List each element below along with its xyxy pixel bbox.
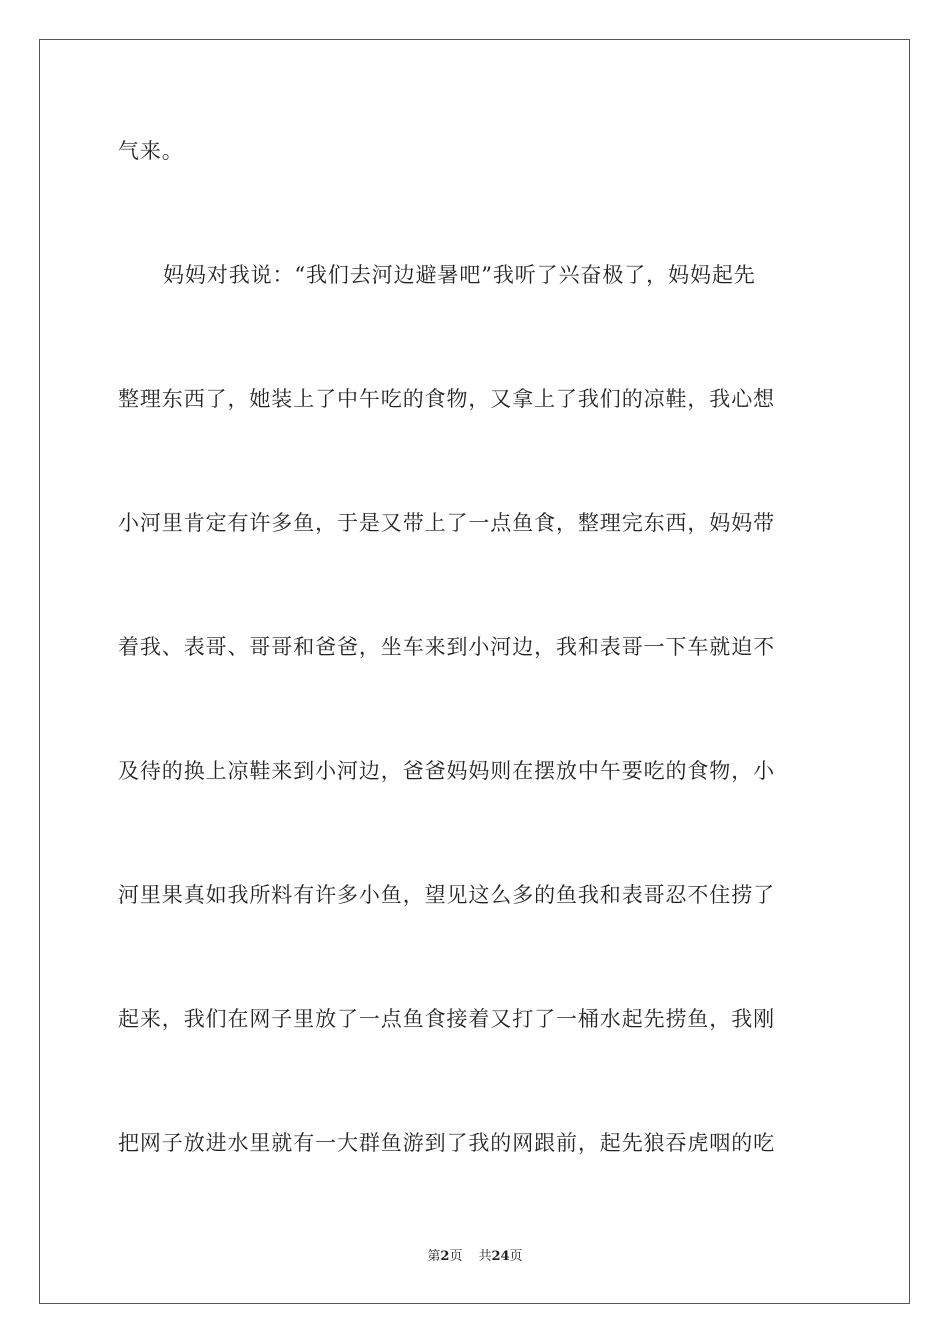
page-label-prefix: 第 [427,1249,441,1264]
text-line: 河里果真如我所料有许多小鱼，望见这么多的鱼我和表哥忍不住捞了 [118,883,775,907]
text-line: 整理东西了，她装上了中午吃的食物，又拿上了我们的凉鞋，我心想 [118,387,775,411]
page-footer [0,1248,950,1266]
text-line: 小河里肯定有许多鱼，于是又带上了一点鱼食，整理完东西，妈妈带 [118,511,775,535]
paragraph-first-line: 妈妈对我说：“我们去河边避暑吧”我听了兴奋极了，妈妈起先 [163,263,756,287]
page-border [39,39,910,1304]
text-line: 起来，我们在网子里放了一点鱼食接着又打了一桶水起先捞鱼，我刚 [118,1007,775,1031]
total-label-prefix: 共 [478,1249,492,1264]
text-line: 把网子放进水里就有一大群鱼游到了我的网跟前，起先狼吞虎咽的吃 [118,1131,775,1155]
total-pages: 24 [491,1249,510,1264]
page-label-suffix: 页 [449,1249,463,1264]
text-line: 气来。 [118,139,184,163]
total-label-suffix: 页 [509,1249,523,1264]
page-number: 2 [440,1249,450,1264]
text-line: 着我、表哥、哥哥和爸爸，坐车来到小河边，我和表哥一下车就迫不 [118,635,775,659]
text-line: 及待的换上凉鞋来到小河边，爸爸妈妈则在摆放中午要吃的食物，小 [118,759,775,783]
